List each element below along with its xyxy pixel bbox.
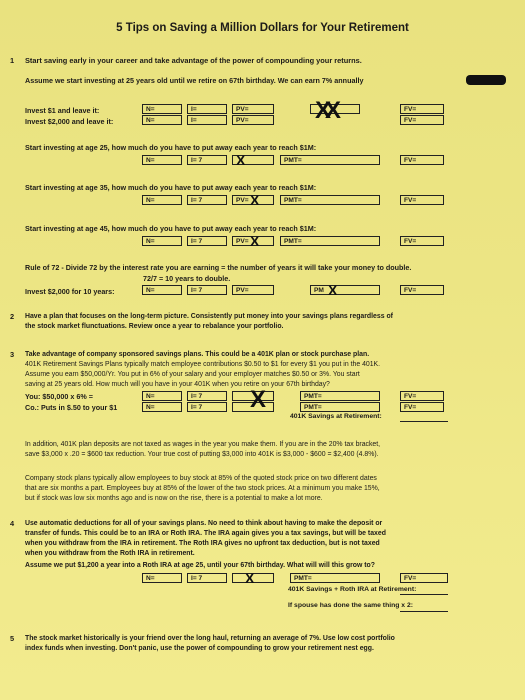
i-field[interactable]: I= 7 [187, 236, 227, 246]
pv-field[interactable]: PV= [232, 104, 274, 114]
n-field[interactable]: N= [142, 402, 182, 412]
section-3-stock-line-1: Company stock plans typically allow employees to buy stock at 85% of the quoted stock price on two different dates [25, 475, 377, 482]
n-field[interactable]: N= [142, 391, 182, 401]
n-field[interactable]: N= [142, 104, 182, 114]
pmt-field[interactable]: PMT= [290, 573, 380, 583]
question-age-25: Start investing at age 25, how much do you have to put away each year to reach $1M: [25, 143, 317, 152]
row-invest-1-label: Invest $1 and leave it: [25, 106, 100, 115]
i-field[interactable]: I= 7 [187, 391, 227, 401]
crossed-out-mark: X [250, 386, 261, 413]
i-field[interactable]: I= 7 [187, 402, 227, 412]
i-field[interactable]: I= 7 [187, 285, 227, 295]
you-contribution-label: You: $50,000 x 6% = [25, 392, 93, 401]
i-field[interactable]: I= [187, 115, 227, 125]
pmt-field[interactable]: PMT= [300, 391, 380, 401]
row-invest-2000-label: Invest $2,000 and leave it: [25, 117, 114, 126]
401k-roth-total-line [400, 594, 448, 595]
section-number-5: 5 [10, 634, 15, 643]
rule-of-72-calc: 72/7 = 10 years to double. [143, 274, 231, 283]
fv-field[interactable]: FV= [400, 236, 444, 246]
page-title: 5 Tips on Saving a Million Dollars for Your Retirement [116, 22, 409, 34]
i-field[interactable]: I= 7 [187, 155, 227, 165]
question-age-45: Start investing at age 45, how much do you have to put away each year to reach $1M: [25, 224, 317, 233]
section-4-line-1: Use automatic deductions for all of your savings plans. No need to think about having to make the deposit or [25, 520, 383, 527]
section-number-2: 2 [10, 312, 15, 321]
section-number-1: 1 [10, 56, 15, 65]
redaction-mark [466, 75, 506, 85]
fv-field[interactable]: FV= [400, 195, 444, 205]
i-field[interactable]: I= 7 [187, 195, 227, 205]
section-number-3: 3 [10, 350, 15, 359]
section-4-line-5: Assume we put $1,200 a year into a Roth IRA at age 25, until your 67th birthday. What will will this grow to? [25, 562, 375, 569]
rule-of-72-text: Rule of 72 - Divide 72 by the interest rate you are earning = the number of years it will take your money to double. [25, 263, 412, 272]
section-3-heading: Take advantage of company sponsored savings plans. This could be a 401K plan or stock purchase plan. [25, 351, 370, 358]
spouse-total-label: If spouse has done the same thing x 2: [288, 602, 414, 609]
section-3-stock-line-2: that are six months a part. Employees buy at 85% of the lower of the two stock prices. At a minimum you make 15%, [25, 485, 380, 492]
pv-field-crossed[interactable] [232, 570, 274, 586]
n-field[interactable]: N= [142, 155, 182, 165]
section-4-line-4: when you withdraw from the Roth IRA in retirement. [25, 550, 195, 557]
assumption-text: Assume we start investing at 25 years old until we retire on 67th birthday. We can earn 7% annually [25, 76, 364, 85]
pmt-field[interactable]: PMT= [280, 236, 380, 246]
i-field[interactable]: I= 7 [187, 573, 227, 583]
crossed-out-mark: X [245, 570, 252, 586]
pv-field[interactable]: PV= [232, 285, 274, 295]
i-field[interactable]: I= [187, 104, 227, 114]
fv-field[interactable]: FV= [400, 155, 444, 165]
section-1-heading: Start saving early in your career and take advantage of the power of compounding your returns. [25, 56, 362, 65]
section-2-line-1: Have a plan that focuses on the long-term picture. Consistently put money into your savings plans regardless of [25, 313, 393, 320]
pmt-field[interactable]: PM [310, 285, 380, 295]
pmt-field[interactable]: PMT= [280, 155, 380, 165]
section-3-stock-line-3: but if stock was low six months ago and is now on the rise, there is a potential to make a lot more. [25, 495, 323, 502]
section-5-line-2: index funds when investing. Don't panic, use the power of compounding to grow your retirement nest egg. [25, 645, 374, 652]
401k-roth-total-label: 401K Savings + Roth IRA at Retirement: [288, 586, 417, 593]
invest-10-years-label: Invest $2,000 for 10 years: [25, 287, 115, 296]
fv-field[interactable]: FV= [400, 391, 444, 401]
pv-field[interactable]: PV= [232, 115, 274, 125]
n-field[interactable]: N= [142, 115, 182, 125]
section-number-4: 4 [10, 519, 15, 528]
section-4-line-3: when you withdraw from the IRA in retirement. The Roth IRA gives no upfront tax deduction, but is not taxed [25, 540, 380, 547]
n-field[interactable]: N= [142, 236, 182, 246]
spouse-total-line [400, 611, 448, 612]
fv-field[interactable]: FV= [400, 285, 444, 295]
crossed-out-mark: X [328, 282, 335, 298]
fv-field[interactable]: FV= [400, 573, 448, 583]
n-field[interactable]: N= [142, 195, 182, 205]
pmt-field[interactable]: PMT= [300, 402, 380, 412]
crossed-out-mark: XX [315, 97, 336, 124]
fv-field[interactable]: FV= [400, 402, 444, 412]
crossed-out-mark: X [250, 192, 257, 208]
section-3-line-3: Assume you earn $50,000/Yr. You put in 6% of your salary and your employer matches $0.50 or 3%. You start [25, 371, 360, 378]
fv-field[interactable]: FV= [400, 104, 444, 114]
company-contribution-label: Co.: Puts in $.50 to your $1 [25, 403, 118, 412]
section-3-tax-line-2: save $3,000 x .20 = $600 tax reduction. Your true cost of putting $3,000 into 401K is $3,000 - $600 = $2,400 (4.8%). [25, 451, 379, 458]
section-4-line-2: transfer of funds. This could be to an IRA or Roth IRA. The IRA again gives you a tax savings, but will be taxed [25, 530, 386, 537]
pmt-field[interactable]: PMT= [280, 195, 380, 205]
fv-field[interactable]: FV= [400, 115, 444, 125]
401k-total-line [400, 421, 448, 422]
section-3-tax-line-1: In addition, 401K plan deposits are not taxed as wages in the year you make them. If you are in the 20% tax bracket, [25, 441, 381, 448]
401k-total-label: 401K Savings at Retirement: [290, 413, 382, 420]
section-5-line-1: The stock market historically is your friend over the long haul, returning an average of 7%. Use low cost portfolio [25, 635, 395, 642]
section-3-line-4: saving at 25 years old. How much will you have in your 401K when you retire on your 67th birthday? [25, 381, 330, 388]
crossed-out-mark: X [250, 233, 257, 249]
n-field[interactable]: N= [142, 573, 182, 583]
section-2-line-2: the stock market flunctuations. Review once a year to rebalance your portfolio. [25, 323, 284, 330]
crossed-out-mark: X [236, 152, 243, 168]
n-field[interactable]: N= [142, 285, 182, 295]
pv-field[interactable]: PV= [232, 195, 274, 205]
pv-field[interactable]: PV= [232, 236, 274, 246]
question-age-35: Start investing at age 35, how much do you have to put away each year to reach $1M: [25, 183, 317, 192]
section-3-line-2: 401K Retirement Savings Plans typically match employee contributions $0.50 to $1 for every $1 you put in the 401K. [25, 361, 381, 368]
